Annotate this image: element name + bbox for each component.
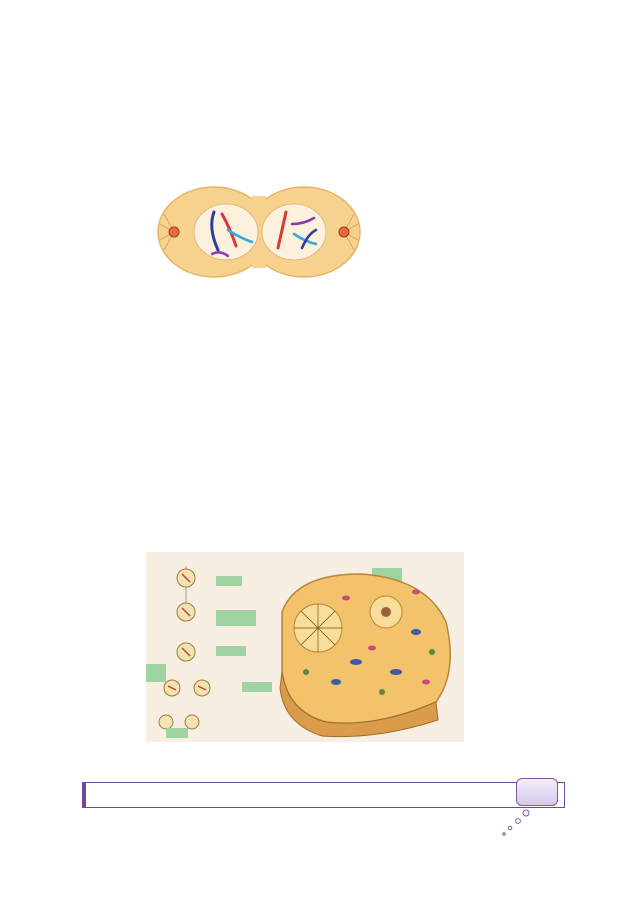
telofase-illustration bbox=[156, 184, 362, 280]
footer-bar bbox=[82, 782, 565, 808]
sitokinesis-illustration bbox=[146, 552, 464, 742]
decorative-bubbles bbox=[496, 808, 536, 838]
page-number bbox=[516, 778, 558, 806]
